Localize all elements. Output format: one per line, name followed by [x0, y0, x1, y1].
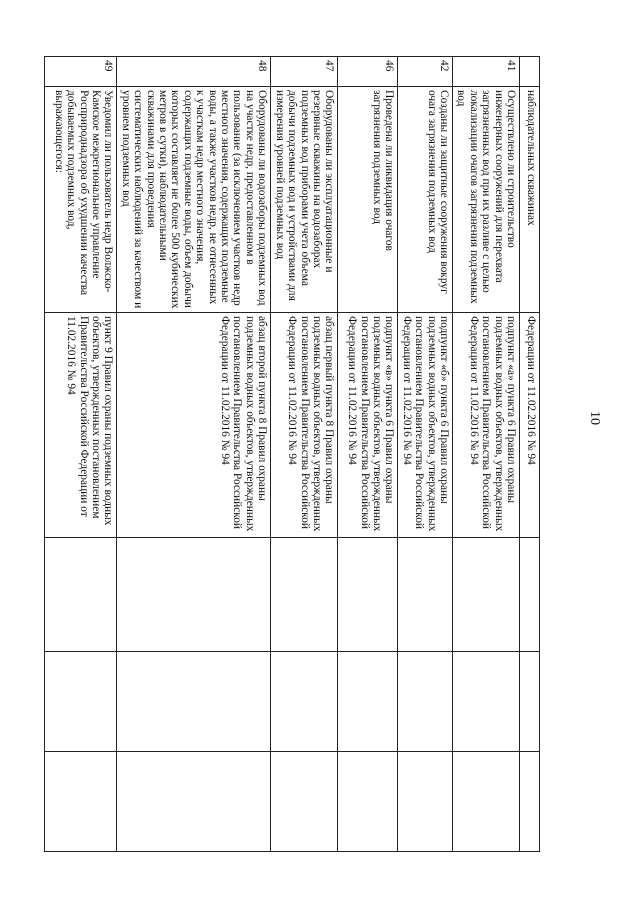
table-row [452, 57, 519, 852]
question-cell: Осуществлено ли строительство инженерных сооружений для перехвата загрязненных вод при их разливе с целью локализации очагов загрязнения подземных вод [452, 87, 519, 313]
answer-cell [520, 652, 540, 752]
answer-cell [45, 538, 117, 652]
table-row [338, 57, 398, 852]
reference-cell: пункт 9 Правил охраны подземных водных объектов, утвержденных постановлением Правительства Российской Федерации от 11.02.2016 № 94 [45, 313, 117, 538]
reference-cell: Федерации от 11.02.2016 № 94 [520, 313, 540, 538]
reference-cell: абзац второй пункта 8 Правил охраны подземных водных объектов, утвержденных постановлением Правительства Российской Федерации от 11.02.2016 № 94 [117, 313, 271, 538]
answer-cell [338, 538, 398, 652]
question-cell: Созданы ли защитные сооружения вокруг очага загрязнения подземных вод [398, 87, 453, 313]
answer-cell [520, 538, 540, 652]
answer-cell [271, 752, 338, 852]
reference-cell: абзац первый пункта 8 Правил охраны подземных водных объектов, утвержденных постановлением Правительства Российской Федерации от 11.02.2016 № 94 [271, 313, 338, 538]
reference-cell: подпункт «в» пункта 6 Правил охраны подземных водных объектов, утвержденных постановлением Правительства Российской Федерации от 11.02.2016 № 94 [338, 313, 398, 538]
question-cell: Оборудованы ли водозаборы подземных вод на участке недр, предоставленном в пользование (за исключением участков недр местного значения, содержащих подземные воды, а также участков недр, не отнесенных к участкам недр местного значения, содержащих подземные воды, объем добычи которых составляет не более 500 кубических метров в сутки), наблюдательными скважинами для проведения систематических наблюдений за качеством и уровнем подземных вод [117, 87, 271, 313]
row-number: 47 [271, 57, 338, 87]
page-number: 10 [587, 411, 602, 425]
answer-cell [338, 652, 398, 752]
reference-cell: подпункт «а» пункта 6 Правил охраны подземных водных объектов, утвержденных постановлением Правительства Российской Федерации от 11.02.2016 № 94 [452, 313, 519, 538]
row-number [520, 57, 540, 87]
reference-cell: подпункт «б» пункта 6 Правил охраны подземных водных объектов, утвержденных постановлением Правительства Российской Федерации от 11.02.2016 № 94 [398, 313, 453, 538]
row-number: 41 [452, 57, 519, 87]
table-row [398, 57, 453, 852]
answer-cell [117, 752, 271, 852]
answer-cell [117, 652, 271, 752]
answer-cell [271, 652, 338, 752]
answer-cell [452, 652, 519, 752]
answer-cell [45, 752, 117, 852]
answer-cell [452, 752, 519, 852]
answer-cell [117, 538, 271, 652]
rotated-page-content [52, 56, 540, 851]
table-row [271, 57, 338, 852]
question-cell: Уведомил ли пользователь недр Волжско-Камское межрегиональное управление Росприроднадзора об ухудшении качества добываемых подземных вод, выражающегося: [45, 87, 117, 313]
question-cell: наблюдательных скважинах [520, 87, 540, 313]
row-number: 49 [45, 57, 117, 87]
table-row [45, 57, 117, 852]
answer-cell [398, 538, 453, 652]
row-number: 42 [398, 57, 453, 87]
requirements-table [44, 56, 540, 852]
answer-cell [398, 652, 453, 752]
answer-cell [271, 538, 338, 652]
table-row [117, 57, 271, 852]
answer-cell [520, 752, 540, 852]
question-cell: Оборудованы ли эксплуатационные и резервные скважины на водозаборах подземных вод приборами учета объема добычи подземных вод и устройствами для измерения уровней подземных вод [271, 87, 338, 313]
question-cell: Проведена ли ликвидация очагов загрязнения подземных вод [338, 87, 398, 313]
answer-cell [452, 538, 519, 652]
answer-cell [338, 752, 398, 852]
answer-cell [398, 752, 453, 852]
table-row [520, 57, 540, 852]
row-number: 46 [338, 57, 398, 87]
row-number: 48 [117, 57, 271, 87]
answer-cell [45, 652, 117, 752]
